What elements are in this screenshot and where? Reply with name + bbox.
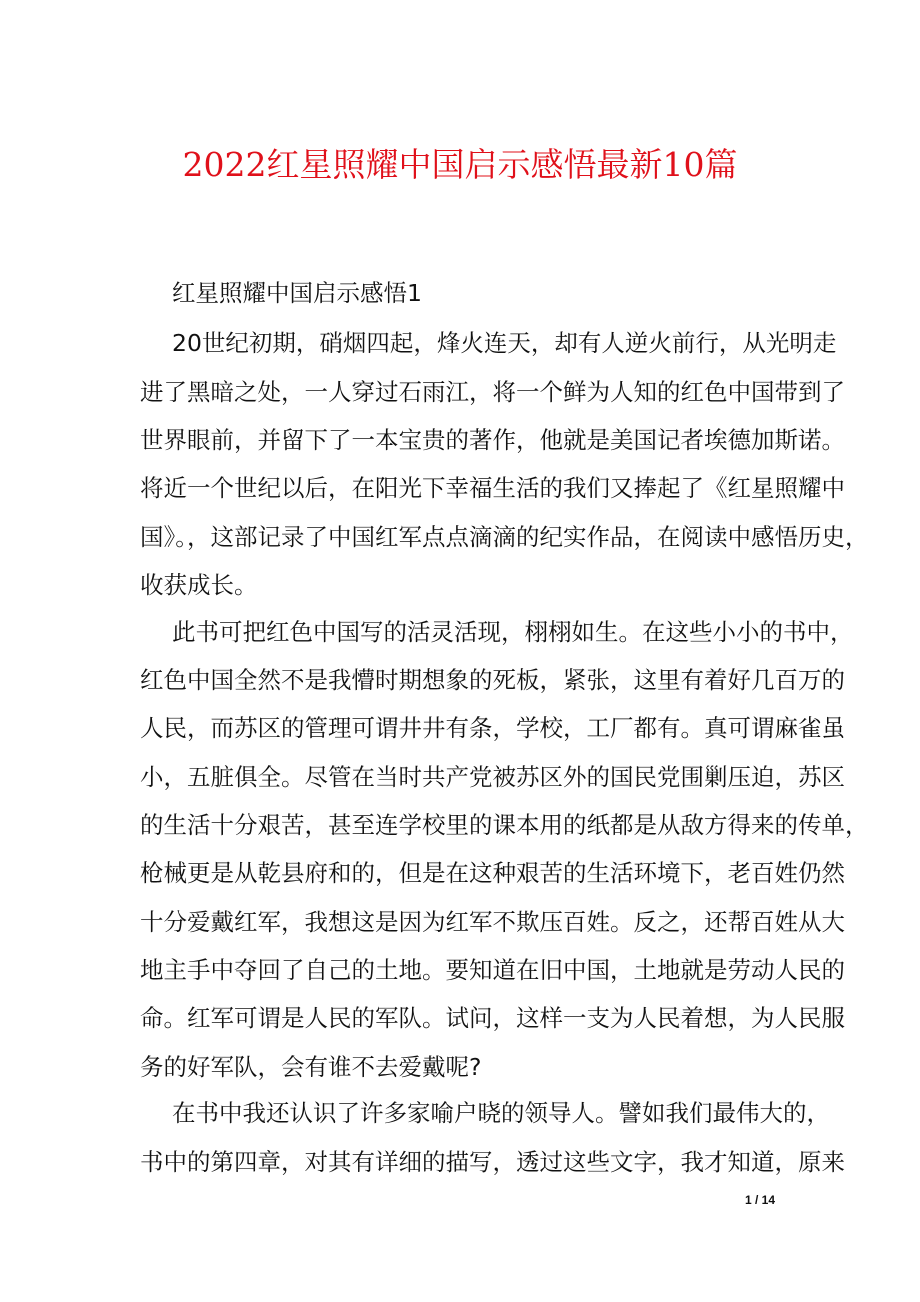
paragraph-line: 国》。，这部记录了中国红军点点滴滴的纪实作品，在阅读中感悟历史， [140, 523, 869, 551]
paragraph-line: 收获成长。 [140, 571, 258, 599]
paragraph-line: 进了黑暗之处，一人穿过石雨江，将一个鲜为人知的红色中国带到了 [140, 378, 845, 406]
paragraph-line: 将近一个世纪以后，在阳光下幸福生活的我们又捧起了《红星照耀中 [140, 474, 845, 502]
paragraph-line: 命。红军可谓是人民的军队。试问，这样一支为人民着想，为人民服 [140, 1004, 845, 1032]
paragraph-line: 十分爱戴红军，我想这是因为红军不欺压百姓。反之，还帮百姓从大 [140, 908, 845, 936]
paragraph-line: 世界眼前，并留下了一本宝贵的著作，他就是美国记者埃德加斯诺。 [140, 426, 845, 454]
paragraph-line: 此书可把红色中国写的活灵活现，栩栩如生。在这些小小的书中， [172, 618, 854, 646]
document-title: 2022红星照耀中国启示感悟最新10篇 [182, 145, 738, 184]
paragraph-line: 小，五脏俱全。尽管在当时共产党被苏区外的国民党围剿压迫，苏区 [140, 763, 845, 791]
paragraph-line: 20世纪初期，硝烟四起，烽火连天，却有人逆火前行，从光明走 [172, 329, 837, 357]
paragraph-line: 枪械更是从乾县府和的，但是在这种艰苦的生活环境下，老百姓仍然 [140, 859, 845, 887]
paragraph-line: 人民，而苏区的管理可谓井井有条，学校，工厂都有。真可谓麻雀虽 [140, 714, 845, 742]
paragraph-line: 在书中我还认识了许多家喻户晓的领导人。譬如我们最伟大的， [172, 1099, 830, 1127]
paragraph-line: 红色中国全然不是我懵时期想象的死板，紧张，这里有着好几百万的 [140, 666, 845, 694]
page-number: 1 / 14 [745, 1193, 776, 1207]
section-heading: 红星照耀中国启示感悟1 [172, 279, 422, 307]
paragraph-line: 的生活十分艰苦，甚至连学校里的课本用的纸都是从敌方得来的传单， [140, 811, 869, 839]
paragraph-line: 务的好军队，会有谁不去爱戴呢? [140, 1053, 482, 1081]
paragraph-line: 地主手中夺回了自己的土地。要知道在旧中国，土地就是劳动人民的 [140, 956, 845, 984]
paragraph-line: 书中的第四章，对其有详细的描写，透过这些文字，我才知道，原来 [140, 1148, 845, 1176]
